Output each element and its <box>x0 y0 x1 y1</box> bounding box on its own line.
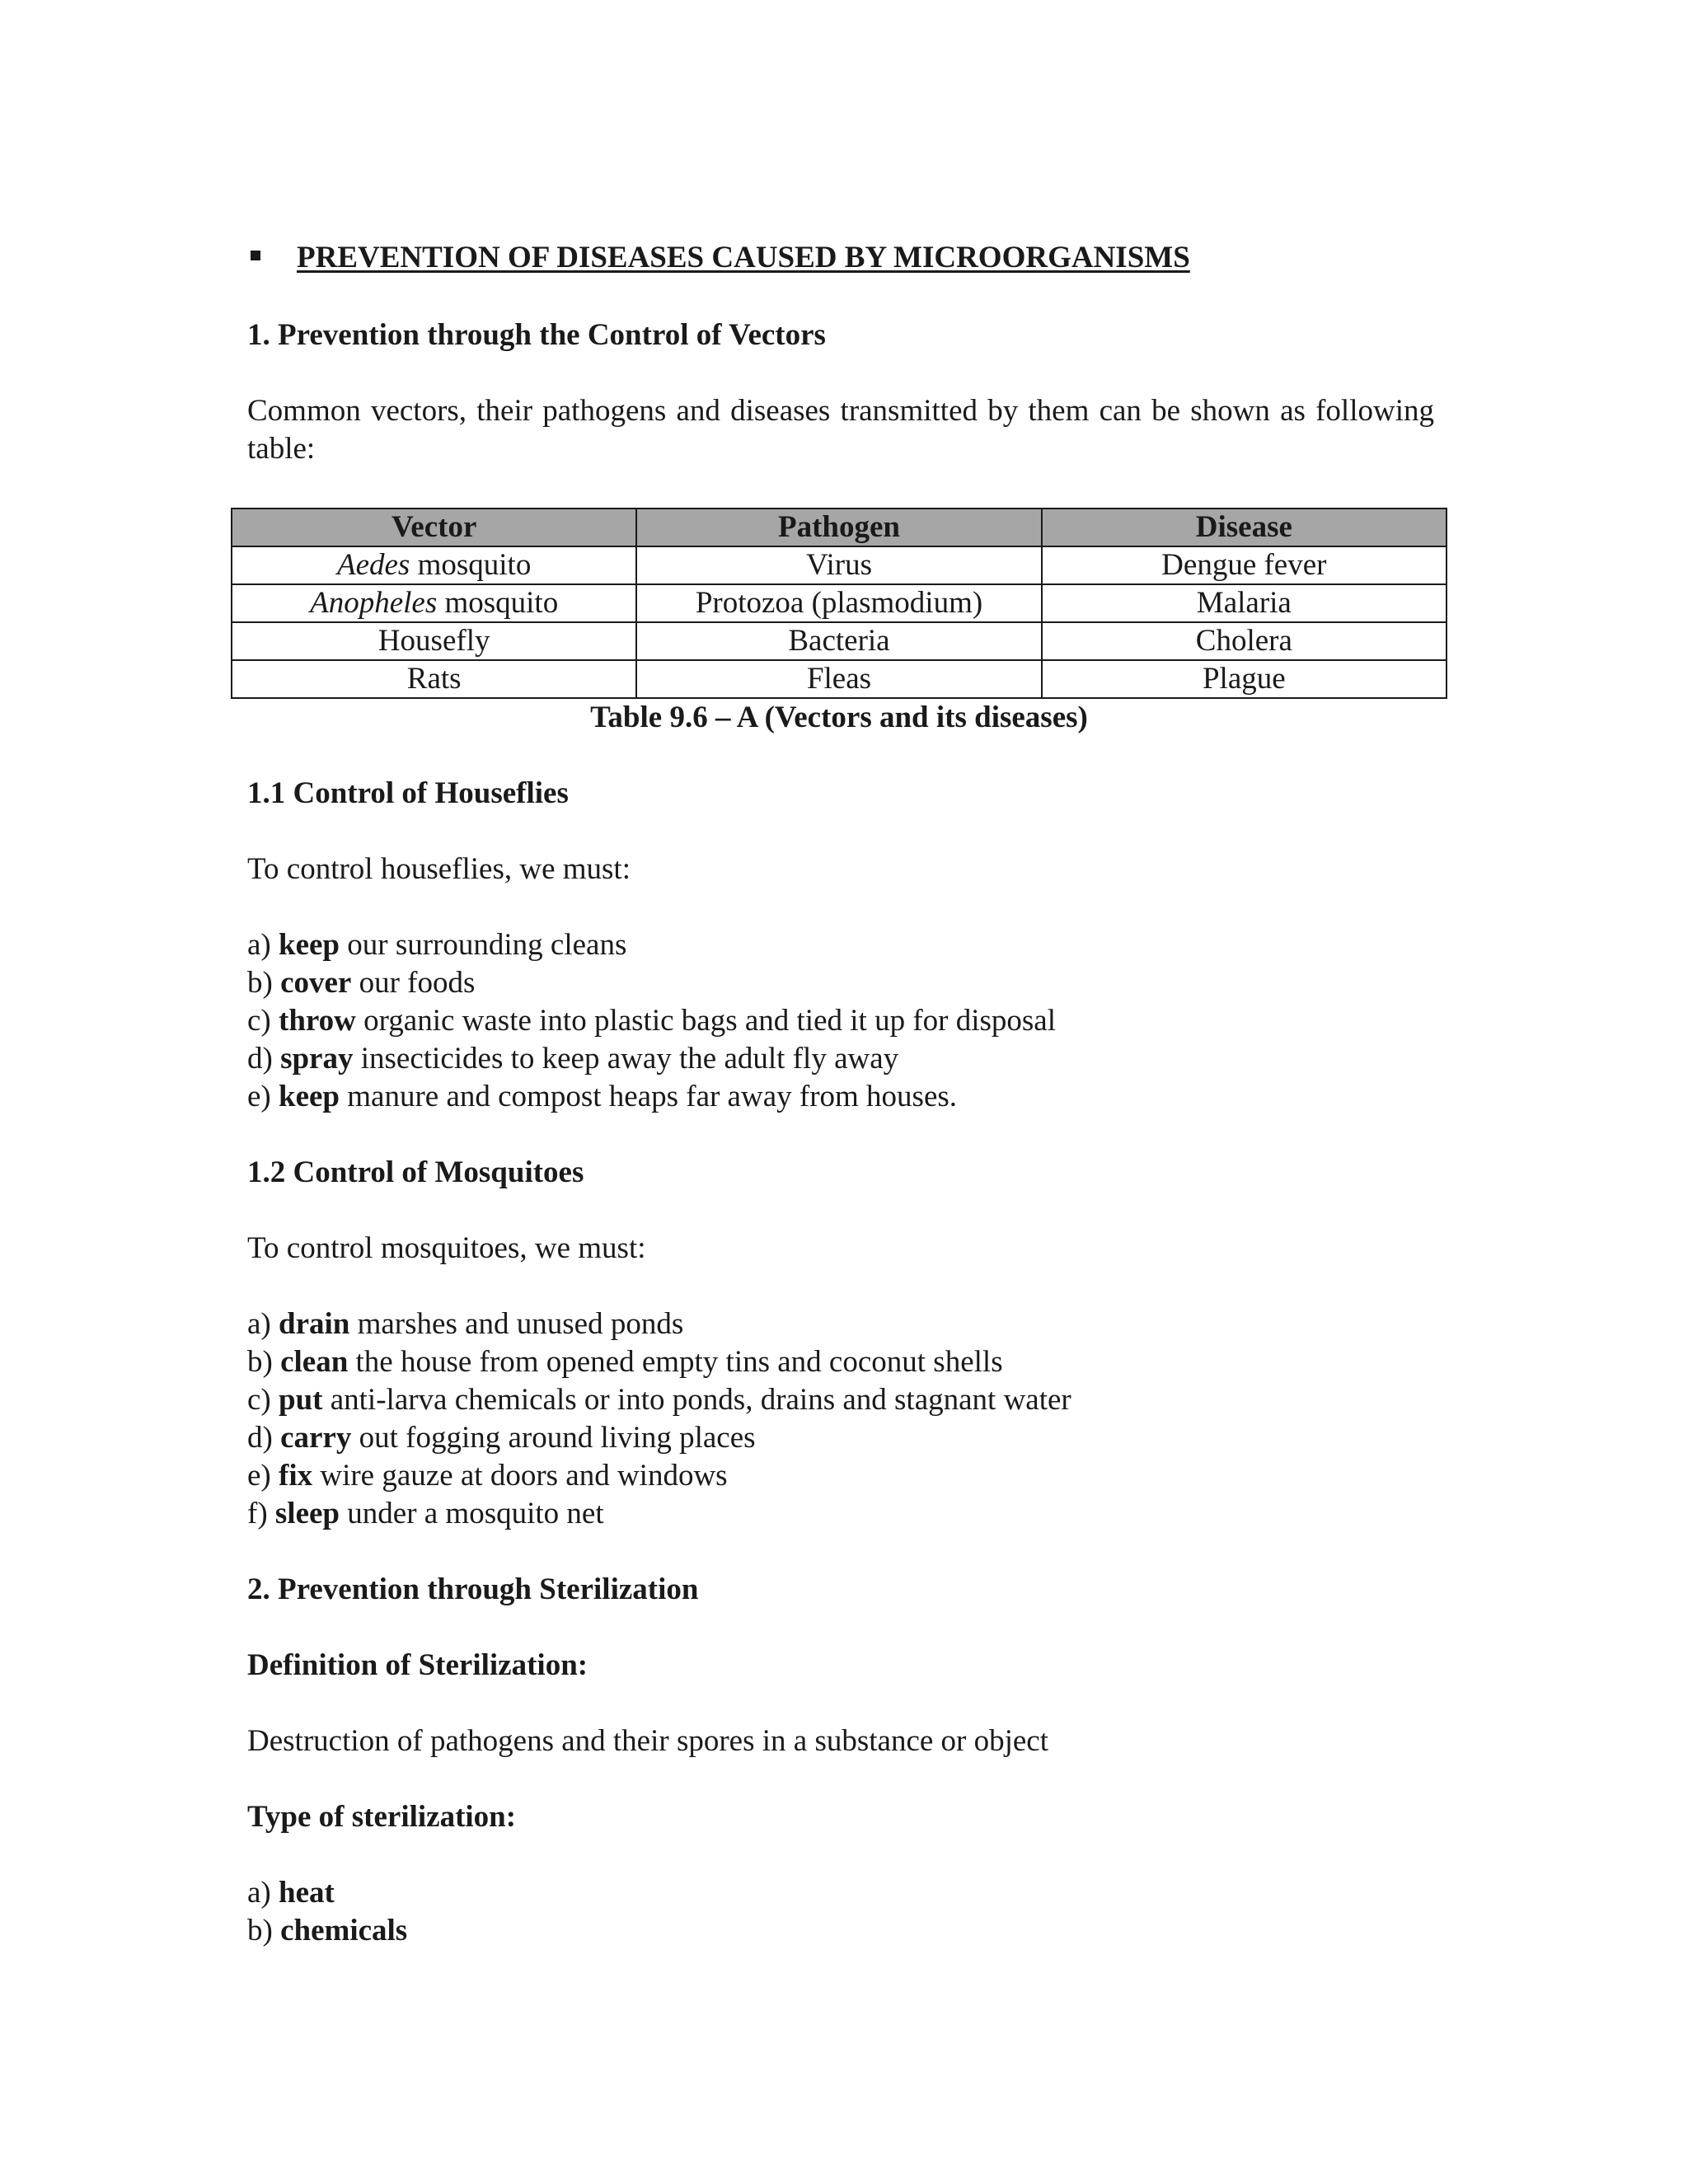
item-text: our foods <box>351 966 476 1000</box>
item-text: under a mosquito net <box>340 1497 604 1530</box>
item-prefix: c) <box>247 1383 279 1417</box>
pathogen-cell: Bacteria <box>636 622 1041 660</box>
list-item <box>247 964 1434 1002</box>
table-row <box>232 546 1447 584</box>
list-item <box>247 1343 1434 1381</box>
table-header-row <box>232 509 1447 546</box>
item-prefix: a) <box>247 1307 279 1341</box>
disease-cell: Cholera <box>1042 622 1447 660</box>
item-keyword: spray <box>280 1042 354 1076</box>
column-header-pathogen: Pathogen <box>636 509 1041 546</box>
vector-rest: Housefly <box>377 624 490 658</box>
item-prefix: e) <box>247 1080 279 1113</box>
section-1-intro: Common vectors, their pathogens and diseases transmitted by them can be shown as following table: <box>247 394 1434 466</box>
table-row <box>232 584 1447 622</box>
square-bullet-icon <box>251 251 260 260</box>
main-heading-text: PREVENTION OF DISEASES CAUSED BY MICROORGANISMS <box>297 241 1190 274</box>
types-heading: Type of sterilization: <box>247 1800 517 1834</box>
table-row <box>232 660 1447 698</box>
item-keyword: throw <box>279 1004 356 1038</box>
item-prefix: b) <box>247 1345 281 1379</box>
item-text: manure and compost heaps far away from houses. <box>340 1080 958 1113</box>
item-text: insecticides to keep away the adult fly away <box>353 1042 899 1076</box>
table-caption: Table 9.6 – A (Vectors and its diseases) <box>590 701 1088 734</box>
list-item <box>247 1381 1434 1419</box>
item-keyword: carry <box>280 1421 352 1455</box>
item-keyword: drain <box>279 1307 350 1341</box>
item-keyword: put <box>279 1383 323 1417</box>
list-item <box>247 1912 1434 1950</box>
section-1-1-heading: 1.1 Control of Houseflies <box>247 776 569 810</box>
item-keyword: chemicals <box>280 1914 408 1947</box>
item-keyword: keep <box>279 1080 340 1113</box>
list-item <box>247 1040 1434 1078</box>
vector-italic: Anopheles <box>310 586 438 620</box>
list-item <box>247 1457 1434 1495</box>
column-header-vector: Vector <box>232 509 636 546</box>
disease-cell: Malaria <box>1042 584 1447 622</box>
item-text: anti-larva chemicals or into ponds, drains and stagnant water <box>322 1383 1071 1417</box>
document-page <box>247 237 1434 1950</box>
item-prefix: a) <box>247 1876 279 1910</box>
item-keyword: cover <box>280 966 352 1000</box>
item-text: organic waste into plastic bags and tied it up for disposal <box>355 1004 1056 1038</box>
item-prefix: b) <box>247 966 281 1000</box>
table-row <box>232 622 1447 660</box>
disease-cell: Dengue fever <box>1042 546 1447 584</box>
list-item <box>247 1495 1434 1533</box>
list-item <box>247 1078 1434 1116</box>
section-2-heading: 2. Prevention through Sterilization <box>247 1572 699 1606</box>
vector-cell <box>232 584 636 622</box>
vector-rest: mosquito <box>437 586 559 620</box>
column-header-disease: Disease <box>1042 509 1447 546</box>
item-prefix: d) <box>247 1421 281 1455</box>
pathogen-cell: Fleas <box>636 660 1041 698</box>
list-item <box>247 1305 1434 1343</box>
vectors-table <box>231 508 1447 699</box>
item-prefix: e) <box>247 1459 279 1493</box>
vector-italic: Aedes <box>336 548 410 582</box>
vector-cell <box>232 660 636 698</box>
main-heading <box>247 237 1434 279</box>
item-text: wire gauze at doors and windows <box>312 1459 728 1493</box>
item-text: out fogging around living places <box>351 1421 756 1455</box>
section-1-heading: 1. Prevention through the Control of Vectors <box>247 318 826 352</box>
disease-cell: Plague <box>1042 660 1447 698</box>
houseflies-control-list <box>247 926 1434 1116</box>
item-prefix: f) <box>247 1497 275 1530</box>
item-prefix: d) <box>247 1042 281 1076</box>
pathogen-cell: Protozoa (plasmodium) <box>636 584 1041 622</box>
definition-text: Destruction of pathogens and their spores in a substance or object <box>247 1724 1049 1758</box>
mosquitoes-control-list <box>247 1305 1434 1533</box>
item-text: marshes and unused ponds <box>349 1307 684 1341</box>
item-keyword: heat <box>279 1876 335 1910</box>
section-1-1-intro: To control houseflies, we must: <box>247 852 631 886</box>
vector-cell <box>232 622 636 660</box>
vector-cell <box>232 546 636 584</box>
item-text: the house from opened empty tins and coconut shells <box>348 1345 1003 1379</box>
list-item <box>247 926 1434 964</box>
item-keyword: keep <box>279 928 340 962</box>
item-keyword: fix <box>279 1459 313 1493</box>
pathogen-cell: Virus <box>636 546 1041 584</box>
section-1-2-heading: 1.2 Control of Mosquitoes <box>247 1155 584 1189</box>
item-text: our surrounding cleans <box>340 928 627 962</box>
item-prefix: c) <box>247 1004 279 1038</box>
vector-rest: mosquito <box>410 548 532 582</box>
sterilization-types-list <box>247 1874 1434 1950</box>
definition-heading: Definition of Sterilization: <box>247 1648 588 1682</box>
list-item <box>247 1002 1434 1040</box>
list-item <box>247 1419 1434 1457</box>
item-keyword: clean <box>280 1345 349 1379</box>
list-item <box>247 1874 1434 1912</box>
item-keyword: sleep <box>274 1497 340 1530</box>
item-prefix: a) <box>247 928 279 962</box>
section-1-2-intro: To control mosquitoes, we must: <box>247 1231 646 1265</box>
vector-rest: Rats <box>406 662 462 696</box>
item-prefix: b) <box>247 1914 281 1947</box>
